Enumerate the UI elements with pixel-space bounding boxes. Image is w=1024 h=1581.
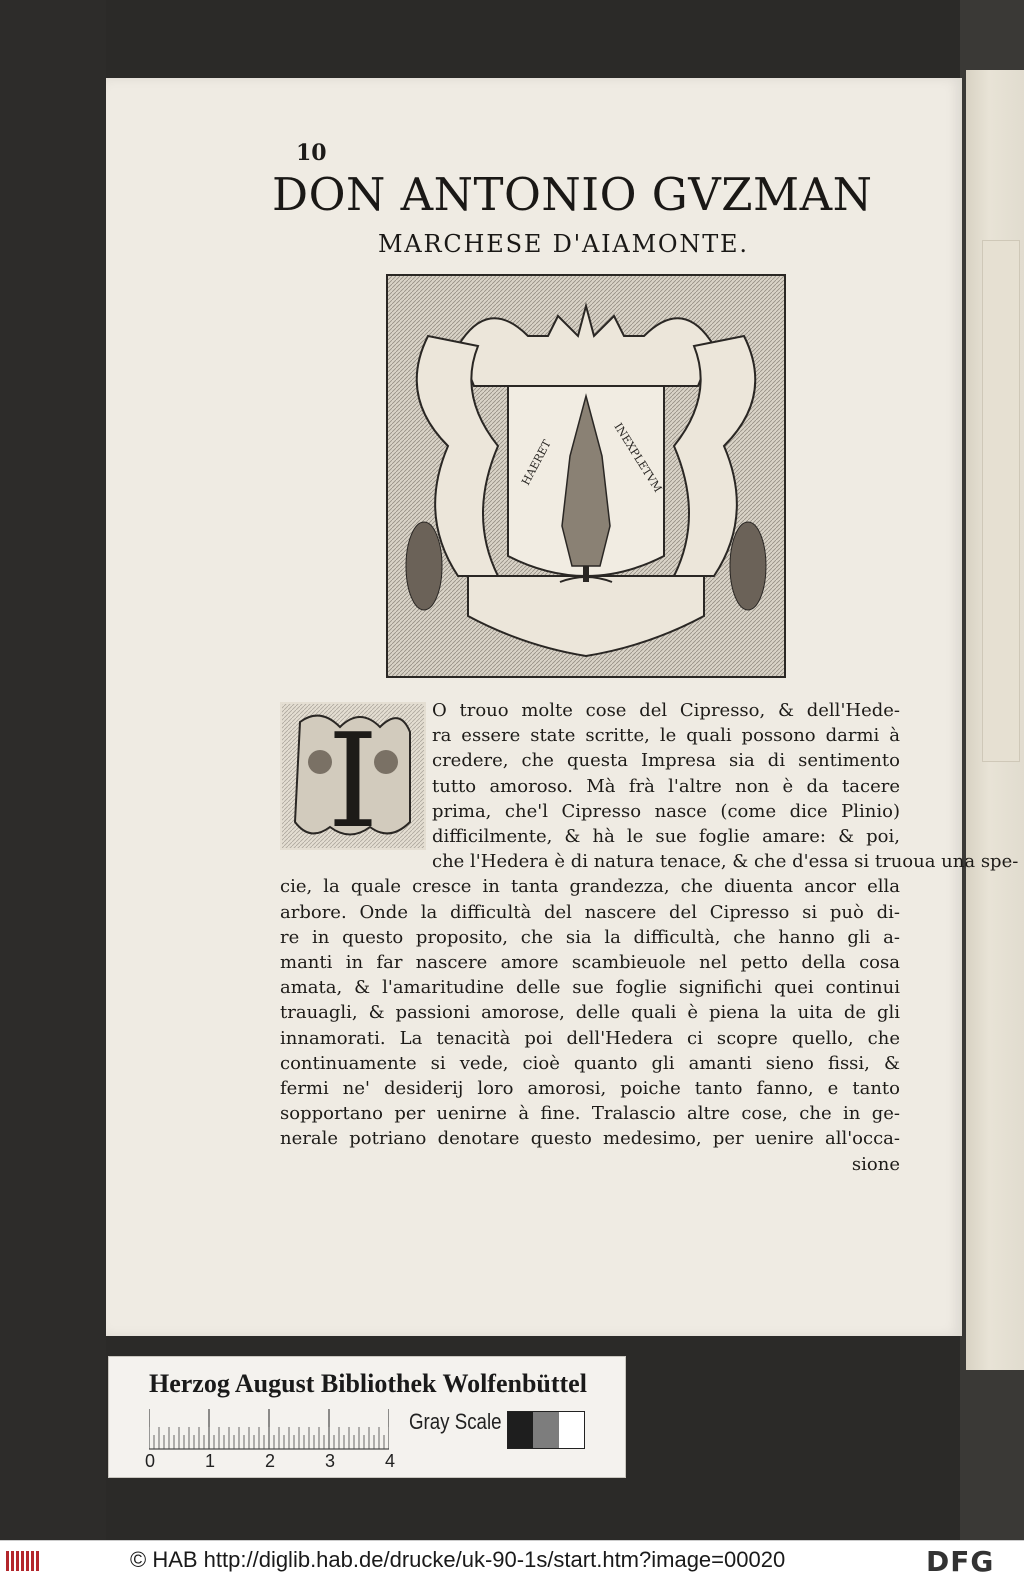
body-line: credere, che questa Impresa sia di sentimento bbox=[432, 750, 900, 772]
body-line: nerale potriano denotare questo medesimo, per uenire all'occa- bbox=[280, 1128, 900, 1150]
page-subheading: MARCHESE D'AIAMONTE. bbox=[378, 230, 749, 258]
gray-scale-label: Gray Scale bbox=[409, 1409, 502, 1434]
body-line: re in questo proposito, che sia la difficultà, che hanno gli a- bbox=[280, 926, 900, 948]
body-line: O trouo molte cose del Cipresso, & dell'Hede- bbox=[432, 700, 900, 721]
body-line: manti in far nascere amore scambieuole nel petto della cosa bbox=[280, 952, 900, 974]
scan-background-left bbox=[0, 0, 106, 1540]
svg-text:HAERET: HAERET bbox=[519, 437, 554, 488]
ruler-digit: 1 bbox=[205, 1451, 216, 1471]
viewer-footer bbox=[0, 1540, 1024, 1581]
body-line: che l'Hedera è di natura tenace, & che d'essa si truoua una spe- bbox=[432, 851, 1019, 873]
catchword: sione bbox=[851, 1153, 900, 1175]
ruler-digit: 4 bbox=[385, 1451, 396, 1471]
library-name: Herzog August Bibliothek Wolfenbüttel bbox=[149, 1369, 587, 1398]
body-line: trauagli, & passioni amorose, delle quali è piena la uita de gli bbox=[280, 1002, 900, 1024]
body-line: tutto amoroso. Mà frà l'altre non è da tacere bbox=[432, 775, 900, 797]
body-line: innamorati. La tenacità poi dell'Hedera ci scopre quello, che bbox=[280, 1027, 900, 1049]
gray-scale-swatch bbox=[507, 1411, 585, 1449]
library-label bbox=[108, 1356, 626, 1478]
body-line: cie, la quale cresce in tanta grandezza, che diuenta ancor ella bbox=[280, 876, 900, 898]
body-line: fermi ne' desiderij loro amorosi, poiche tanto fanno, e tanto bbox=[280, 1078, 900, 1100]
ruler-digit: 3 bbox=[325, 1451, 336, 1471]
body-line: arbore. Onde la difficultà del nascere del Cipresso si può di- bbox=[280, 901, 900, 923]
ruler-digit: 0 bbox=[145, 1451, 156, 1471]
initial-letter: I bbox=[327, 705, 379, 850]
dfg-logo: DFG bbox=[926, 1545, 995, 1578]
adjacent-page-plate bbox=[982, 240, 1020, 762]
emblem-illustration bbox=[388, 276, 784, 676]
page-heading: DON ANTONIO GVZMAN bbox=[272, 168, 873, 221]
ruler-digit: 2 bbox=[265, 1451, 276, 1471]
citation-link[interactable]: © HAB http://diglib.hab.de/drucke/uk-90-1s/start.htm?image=00020 bbox=[130, 1547, 786, 1572]
ruler bbox=[149, 1409, 389, 1451]
body-line: amata, & l'amaritudine delle sue foglie significhi quei continui bbox=[280, 977, 900, 999]
body-text bbox=[280, 698, 1019, 1177]
body-line: continuamente si vede, cioè quanto gli amanti sieno fissi, & bbox=[280, 1052, 900, 1074]
emblem-engraving bbox=[386, 274, 786, 678]
book-page bbox=[106, 78, 1019, 1336]
decorated-initial bbox=[280, 702, 426, 850]
page-number: 10 bbox=[296, 140, 327, 166]
body-line: sopportano per uenirne à fine. Tralascio altre cose, che in ge- bbox=[280, 1103, 900, 1125]
body-line: ra essere state scritte, le quali possono darmi à bbox=[432, 725, 900, 747]
body-line: difficilmente, & hà le sue foglie amare: & poi, bbox=[432, 826, 900, 848]
adjacent-page-edge bbox=[966, 70, 1024, 1370]
hab-logo-icon bbox=[4, 1547, 44, 1575]
body-line: prima, che'l Cipresso nasce (come dice Plinio) bbox=[432, 800, 900, 822]
svg-text:INEXPLETVM: INEXPLETVM bbox=[611, 420, 665, 495]
